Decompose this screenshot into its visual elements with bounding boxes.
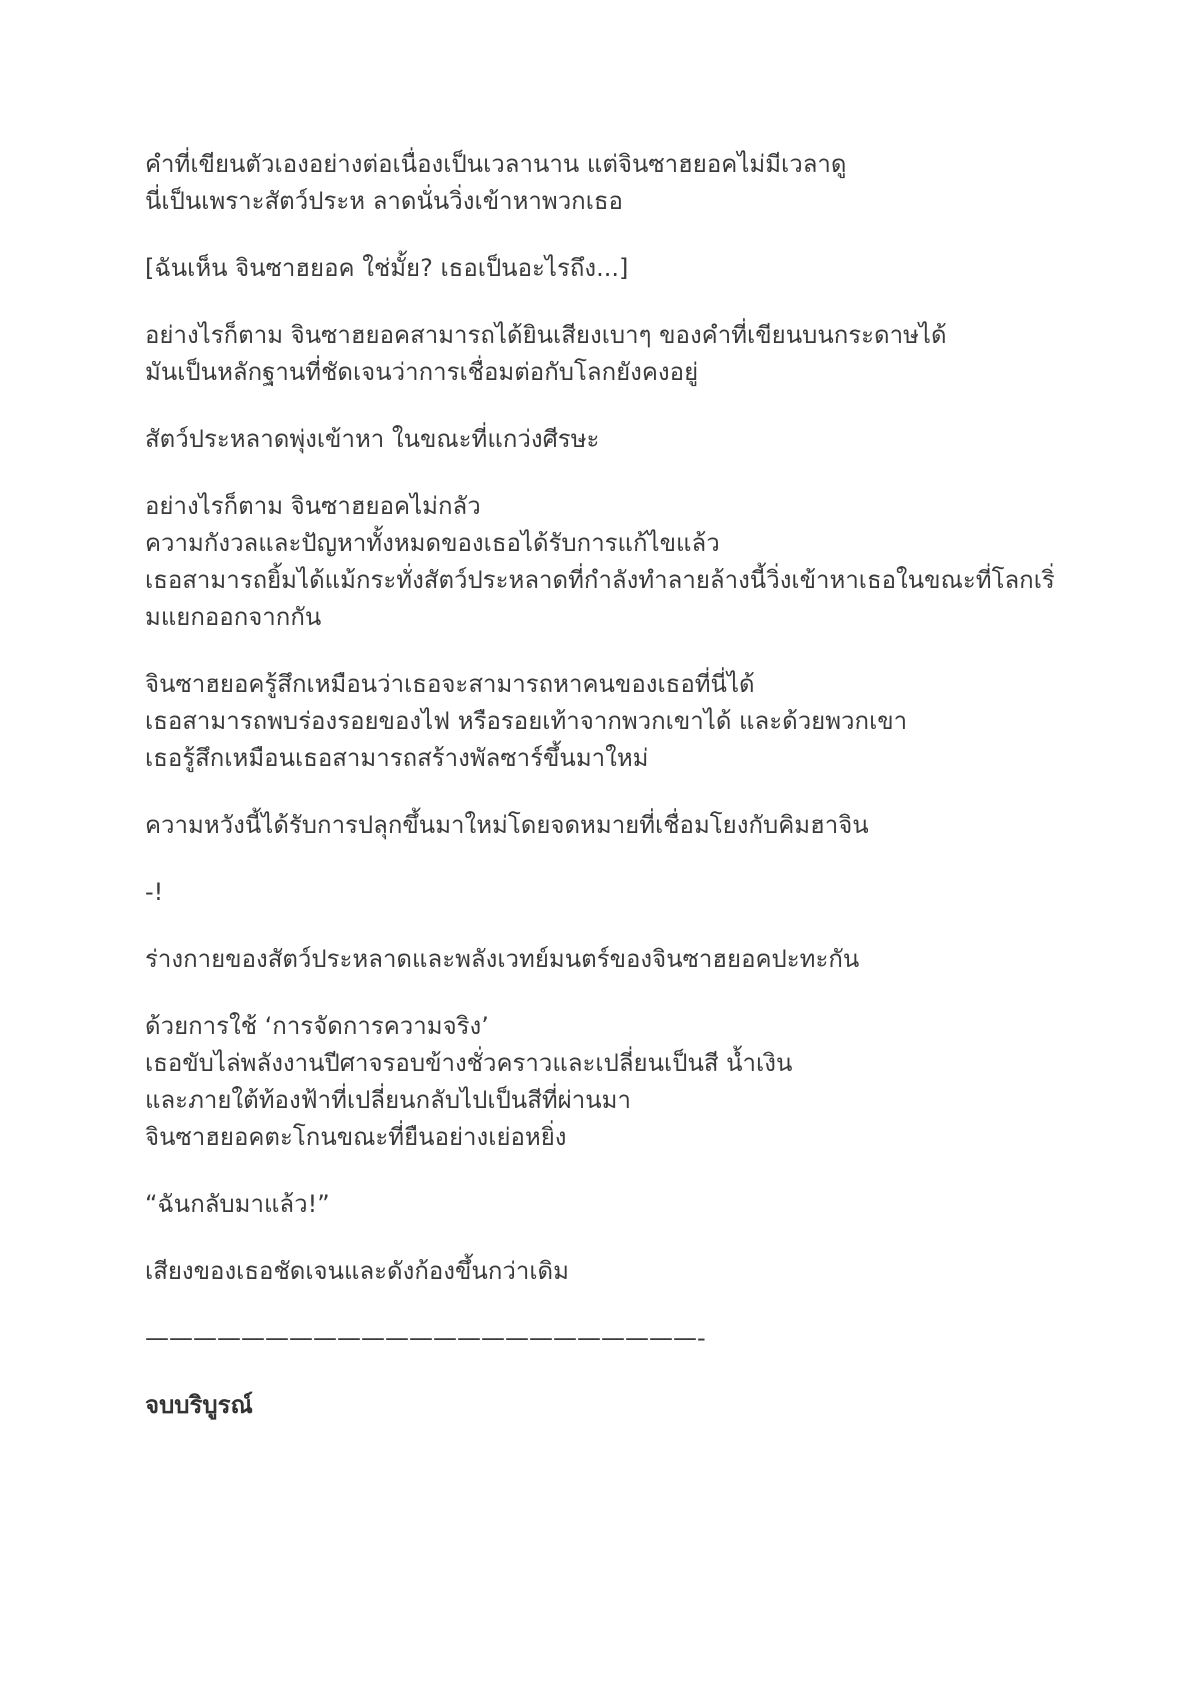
text-line: ความกังวลและปัญหาทั้งหมดของเธอได้รับการแก้ไขแล้ว [145,529,720,557]
document-body [145,146,1065,1424]
paragraph-1 [145,146,1065,220]
text-line: ด้วยการใช้ ‘การจัดการความจริง’ [145,1012,489,1040]
paragraph-2 [145,250,1065,287]
paragraph-4 [145,421,1065,458]
paragraph-3 [145,317,1065,391]
text-line: และภายใต้ท้องฟ้าที่เปลี่ยนกลับไปเป็นสีที่ผ่านมา [145,1086,631,1114]
text-line: จินซาฮยอครู้สึกเหมือนว่าเธอจะสามารถหาคนของเธอที่นี่ได้ [145,670,755,698]
text-line: อย่างไรก็ตาม จินซาฮยอคสามารถได้ยินเสียงเบาๆ ของคำที่เขียนบนกระดาษได้ [145,321,947,349]
end-label: จบบริบูรณ์ [145,1391,253,1419]
text-line: ร่างกายของสัตว์ประหลาดและพลังเวทย์มนตร์ของจินซาฮยอคปะทะกัน [145,945,860,973]
text-line: เธอสามารถพบร่องรอยของไฟ หรือรอยเท้าจากพวกเขาได้ และด้วยพวกเขา [145,707,908,735]
text-line: เสียงของเธอชัดเจนและดังก้องขึ้นกว่าเดิม [145,1257,569,1285]
paragraph-8 [145,874,1065,911]
paragraph-10 [145,1008,1065,1156]
text-line: นี่เป็นเพราะสัตว์ประห ลาดนั่นวิ่งเข้าหาพวกเธอ [145,187,623,215]
text-line: -! [145,878,164,906]
text-line: [ฉันเห็น จินซาฮยอค ใช่มั้ย? เธอเป็นอะไรถึง...] [145,254,629,282]
text-line: เธอขับไล่พลังงานปีศาจรอบข้างชั่วคราวและเปลี่ยนเป็นสี น้ำเงิน [145,1049,793,1077]
text-line: เธอรู้สึกเหมือนเธอสามารถสร้างพัลซาร์ขึ้นมาใหม่ [145,744,649,772]
paragraph-5 [145,488,1065,636]
text-line: อย่างไรก็ตาม จินซาฮยอคไม่กลัว [145,492,481,520]
paragraph-7 [145,807,1065,844]
text-line: “ฉันกลับมาแล้ว!” [145,1190,330,1218]
text-line: เธอสามารถยิ้มได้แม้กระทั่งสัตว์ประหลาดที่กำลังทำลายล้างนี้วิ่งเข้าหาเธอในขณะที่โลกเริ่ [145,566,1055,594]
section-divider: ———————————————————————- [145,1324,706,1352]
text-line: มแยกออกจากกัน [145,603,322,631]
paragraph-6 [145,666,1065,777]
text-line: สัตว์ประหลาดพุ่งเข้าหา ในขณะที่แกว่งศีรษะ [145,425,600,453]
text-line: คำที่เขียนตัวเองอย่างต่อเนื่องเป็นเวลานาน แต่จินซาฮยอคไม่มีเวลาดู [145,150,847,178]
text-line: มันเป็นหลักฐานที่ชัดเจนว่าการเชื่อมต่อกับโลกยังคงอยู่ [145,358,699,386]
text-line: จินซาฮยอคตะโกนขณะที่ยืนอย่างเย่อหยิ่ง [145,1123,567,1151]
text-line: ความหวังนี้ได้รับการปลุกขึ้นมาใหม่โดยจดหมายที่เชื่อมโยงกับคิมฮาจิน [145,811,869,839]
paragraph-11 [145,1186,1065,1223]
paragraph-12 [145,1253,1065,1290]
paragraph-9 [145,941,1065,978]
